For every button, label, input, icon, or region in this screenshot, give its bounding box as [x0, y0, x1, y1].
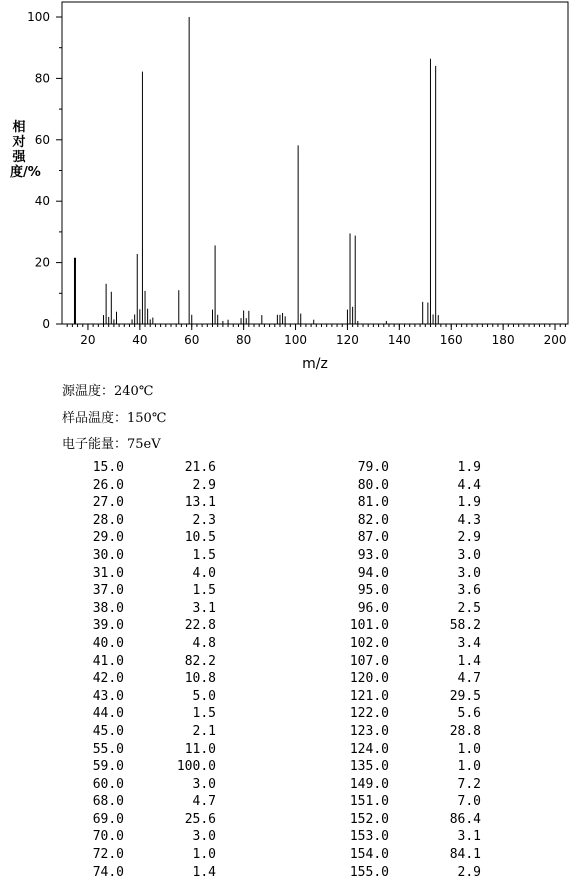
peak-mz: 81.0: [357, 495, 389, 511]
x-tick-label: 20: [80, 333, 96, 347]
x-tick-label: 40: [132, 333, 148, 347]
peak-mz: 123.0: [349, 723, 389, 739]
peak-mz: 42.0: [92, 671, 124, 687]
y-tick-label: 80: [34, 71, 50, 86]
peak-mz: 69.0: [92, 811, 124, 827]
mass-spectrum-chart: [0, 0, 570, 375]
peak-table-row: [325, 864, 505, 881]
peak-abundance: 3.6: [457, 583, 481, 599]
y-axis-label: 相对强度/%: [10, 120, 41, 180]
peak-abundance: 10.5: [184, 530, 216, 546]
y-tick-label: 100: [27, 10, 50, 24]
peak-abundance: 2.5: [457, 600, 481, 616]
peak-mz: 124.0: [349, 741, 389, 757]
peak-table-row: [325, 653, 505, 671]
peak-table-row: [60, 600, 240, 618]
peak-mz: 27.0: [92, 495, 124, 511]
peak-abundance: 1.0: [457, 741, 481, 757]
peak-abundance: 13.1: [184, 495, 216, 511]
peak-abundance: 3.0: [457, 565, 481, 581]
peak-mz: 29.0: [92, 530, 124, 546]
peak-table-row: [60, 582, 240, 600]
peak-abundance: 7.0: [457, 794, 481, 810]
peak-abundance: 4.0: [192, 565, 216, 581]
peak-mz: 68.0: [92, 794, 124, 810]
peak-abundance: 1.0: [457, 759, 481, 775]
peak-mz: 79.0: [357, 460, 389, 475]
peak-table-row: [60, 512, 240, 530]
peak-table-row: [60, 723, 240, 741]
y-tick-label: 0: [42, 317, 50, 331]
peak-table-row: [325, 741, 505, 759]
peak-mz: 31.0: [92, 565, 124, 581]
peak-mz: 43.0: [92, 688, 124, 704]
peak-table-row: [325, 635, 505, 653]
y-tick-label: 60: [34, 132, 50, 147]
x-tick-label: 120: [335, 333, 359, 347]
peak-mz: 41.0: [92, 653, 124, 669]
y-tick-label: 20: [34, 255, 50, 270]
peak-table-row: [60, 653, 240, 671]
peak-abundance: 84.1: [449, 847, 481, 863]
peak-table-row: [60, 793, 240, 811]
y-tick-label: 40: [34, 194, 50, 209]
peak-table-row: [60, 758, 240, 776]
peak-table-row: [325, 828, 505, 846]
peak-table-row: [60, 477, 240, 495]
peak-mz: 39.0: [92, 618, 124, 634]
x-tick-label: 200: [543, 333, 567, 347]
peak-mz: 72.0: [92, 847, 124, 863]
peak-mz: 87.0: [357, 530, 389, 546]
peak-mz: 96.0: [357, 600, 389, 616]
peak-abundance: 25.6: [184, 811, 216, 827]
peak-mz: 155.0: [349, 864, 389, 880]
peak-table-row: [325, 477, 505, 495]
peak-table-row: [325, 670, 505, 688]
peak-table-row: [60, 741, 240, 759]
peak-mz: 151.0: [349, 794, 389, 810]
peak-table-row: [325, 705, 505, 723]
peak-abundance: 4.3: [457, 512, 481, 528]
peak-mz: 107.0: [349, 653, 389, 669]
peak-mz: 121.0: [349, 688, 389, 704]
peak-abundance: 7.2: [457, 776, 481, 792]
peak-mz: 102.0: [349, 635, 389, 651]
peak-mz: 70.0: [92, 829, 124, 845]
peak-table-row: [60, 494, 240, 512]
peak-abundance: 2.9: [192, 477, 216, 493]
peak-mz: 44.0: [92, 706, 124, 722]
peak-table-row: [60, 635, 240, 653]
peak-mz: 153.0: [349, 829, 389, 845]
peak-abundance: 1.4: [192, 864, 216, 880]
sample-temperature: 样品温度：150℃: [62, 411, 167, 426]
peak-mz: 55.0: [92, 741, 124, 757]
peak-table-row: [60, 776, 240, 794]
peak-mz: 154.0: [349, 847, 389, 863]
peak-abundance: 2.3: [192, 512, 216, 528]
peak-abundance: 1.4: [457, 653, 481, 669]
peak-table-row: [325, 600, 505, 618]
peak-abundance: 11.0: [184, 741, 216, 757]
peak-abundance: 29.5: [449, 688, 481, 704]
peak-abundance: 3.0: [457, 547, 481, 563]
peak-table-row: [60, 811, 240, 829]
spectrum-peaks: [75, 17, 438, 324]
peak-abundance: 4.8: [192, 635, 216, 651]
peak-table-row: [325, 565, 505, 583]
peak-mz: 45.0: [92, 723, 124, 739]
peak-table-row: [325, 512, 505, 530]
peak-abundance: 82.2: [184, 653, 216, 669]
peak-abundance: 58.2: [449, 618, 481, 634]
peak-abundance: 22.8: [184, 618, 216, 634]
source-temperature: 源温度：240℃: [62, 384, 154, 399]
peak-abundance: 1.5: [192, 583, 216, 599]
peak-table-row: [325, 793, 505, 811]
peak-abundance: 3.1: [192, 600, 216, 616]
peak-mz: 60.0: [92, 776, 124, 792]
peak-table-row: [325, 582, 505, 600]
plot-frame: [62, 2, 568, 324]
peak-mz: 152.0: [349, 811, 389, 827]
peak-abundance: 1.9: [457, 495, 481, 511]
x-tick-label: 140: [387, 333, 411, 347]
peak-table-row: [60, 705, 240, 723]
peak-mz: 101.0: [349, 618, 389, 634]
peak-mz: 28.0: [92, 512, 124, 528]
peak-table-row: [325, 776, 505, 794]
peak-mz: 74.0: [92, 864, 124, 880]
peak-table-row: [325, 529, 505, 547]
peak-table-row: [325, 617, 505, 635]
peak-abundance: 21.6: [184, 460, 216, 475]
peak-abundance: 2.1: [192, 723, 216, 739]
peak-table-row: [325, 494, 505, 512]
peak-abundance: 4.4: [457, 477, 481, 493]
peak-mz: 82.0: [357, 512, 389, 528]
peak-mz: 38.0: [92, 600, 124, 616]
peak-table-row: [60, 529, 240, 547]
x-tick-label: 160: [439, 333, 463, 347]
peak-mz: 15.0: [92, 460, 124, 475]
peak-abundance: 1.0: [192, 847, 216, 863]
peak-table-row: [60, 828, 240, 846]
peak-abundance: 1.5: [192, 706, 216, 722]
x-tick-label: 180: [491, 333, 515, 347]
peak-table-row: [60, 864, 240, 881]
peak-table-row: [325, 723, 505, 741]
peak-table-row: [60, 670, 240, 688]
peak-abundance: 28.8: [449, 723, 481, 739]
peak-mz: 94.0: [357, 565, 389, 581]
peak-mz: 30.0: [92, 547, 124, 563]
peak-table-row: [60, 547, 240, 565]
peak-table-row: [60, 617, 240, 635]
peak-abundance: 4.7: [192, 794, 216, 810]
peak-table-row: [325, 846, 505, 864]
peak-table-row: [325, 811, 505, 829]
peak-mz: 59.0: [92, 759, 124, 775]
peak-table-row: [60, 688, 240, 706]
peak-mz: 40.0: [92, 635, 124, 651]
peak-abundance: 2.9: [457, 530, 481, 546]
peak-table-left-column: [60, 459, 240, 881]
peak-abundance: 3.0: [192, 829, 216, 845]
peak-mz: 95.0: [357, 583, 389, 599]
peak-mz: 135.0: [349, 759, 389, 775]
peak-abundance: 3.1: [457, 829, 481, 845]
peak-mz: 149.0: [349, 776, 389, 792]
peak-abundance: 1.5: [192, 547, 216, 563]
peak-table-row: [325, 688, 505, 706]
peak-abundance: 100.0: [176, 759, 216, 775]
peak-mz: 26.0: [92, 477, 124, 493]
peak-mz: 122.0: [349, 706, 389, 722]
peak-abundance: 4.7: [457, 671, 481, 687]
peak-mz: 80.0: [357, 477, 389, 493]
peak-mz: 93.0: [357, 547, 389, 563]
peak-abundance: 2.9: [457, 864, 481, 880]
peak-abundance: 3.0: [192, 776, 216, 792]
peak-table-row: [60, 459, 240, 477]
electron-energy: 电子能量：75eV: [62, 437, 161, 452]
peak-table-row: [325, 459, 505, 477]
peak-abundance: 5.0: [192, 688, 216, 704]
peak-table-right-column: [325, 459, 505, 881]
peak-abundance: 3.4: [457, 635, 481, 651]
x-axis-ticks: [80, 324, 566, 347]
peak-abundance: 5.6: [457, 706, 481, 722]
x-tick-label: 60: [184, 333, 200, 347]
peak-table-row: [60, 846, 240, 864]
peak-table-row: [325, 758, 505, 776]
peak-abundance: 10.8: [184, 671, 216, 687]
peak-table-row: [60, 565, 240, 583]
x-tick-label: 100: [284, 333, 307, 347]
x-axis-label: m/z: [302, 356, 328, 372]
peak-mz: 37.0: [92, 583, 124, 599]
x-tick-label: 80: [236, 333, 252, 347]
peak-abundance: 1.9: [457, 460, 481, 475]
peak-table-row: [325, 547, 505, 565]
peak-mz: 120.0: [349, 671, 389, 687]
peak-abundance: 86.4: [449, 811, 481, 827]
